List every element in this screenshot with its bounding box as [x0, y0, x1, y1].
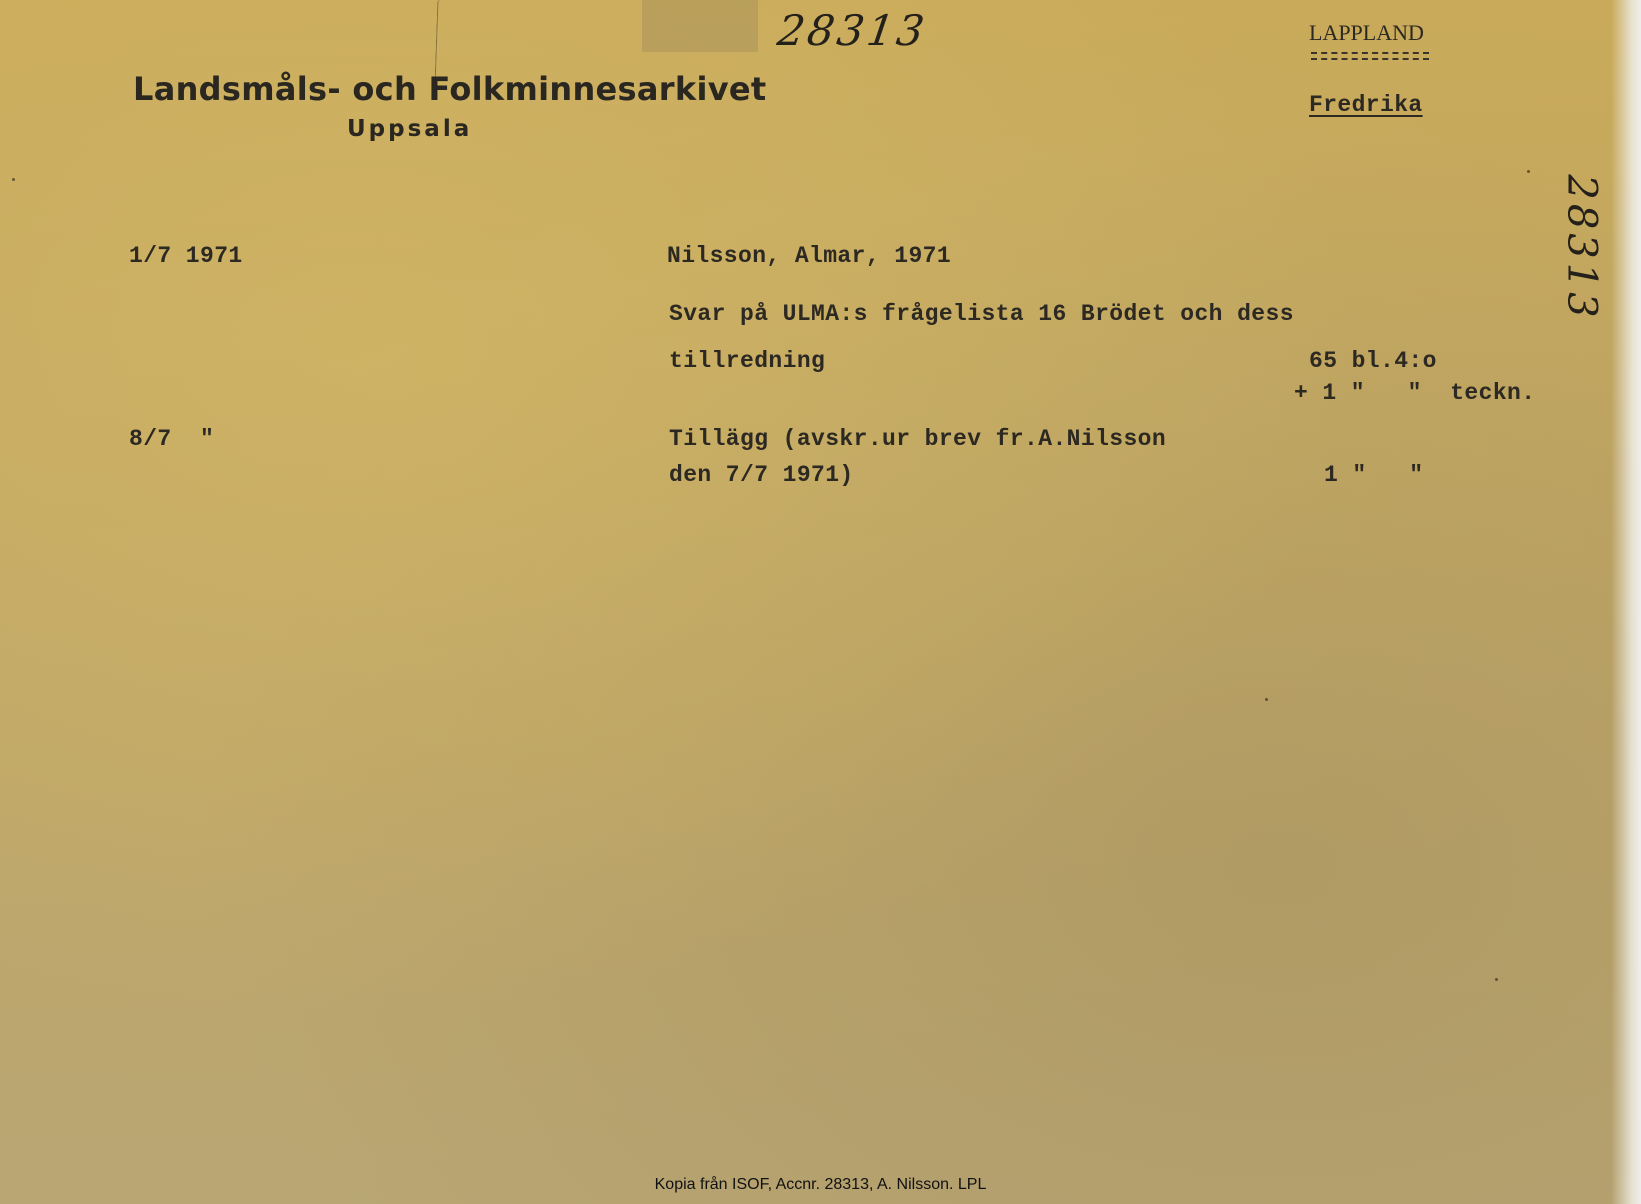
- entry-1-date: 1/7 1971: [129, 243, 243, 269]
- accession-number-handwritten: 28313: [774, 6, 931, 55]
- region-label: LAPPLAND: [1309, 20, 1424, 45]
- entry-2-line-1: Tillägg (avskr.ur brev fr.A.Nilsson: [669, 426, 1167, 452]
- entry-2-line-2: den 7/7 1971): [669, 462, 854, 488]
- archive-city: Uppsala: [347, 116, 473, 142]
- paper-speck: [1527, 170, 1530, 173]
- entry-1-extent-1: 65 bl.4:o: [1309, 348, 1437, 374]
- archive-name: Landsmåls- och Folkminnesarkivet: [133, 70, 767, 108]
- paper-speck: [1495, 978, 1498, 981]
- entry-2-extent-1: 1 " ": [1324, 462, 1424, 488]
- footer-caption: Kopia från ISOF, Accnr. 28313, A. Nilsson. LPL: [654, 1176, 987, 1193]
- paper-speck: [12, 178, 15, 181]
- entry-1-line-2: Svar på ULMA:s frågelista 16 Brödet och dess: [669, 301, 1294, 327]
- scan-smudge: [642, 0, 758, 52]
- region-double-rule: [1311, 52, 1429, 60]
- parish-label: Fredrika: [1309, 92, 1423, 118]
- entry-1-extent-2: + 1 " " teckn.: [1294, 380, 1536, 406]
- entry-1-line-3: tillredning: [669, 348, 826, 374]
- entry-1-line-1: Nilsson, Almar, 1971: [667, 243, 952, 269]
- card-edge: [1611, 0, 1641, 1204]
- paper-speck: [1265, 698, 1268, 701]
- entry-2-date: 8/7 ": [129, 426, 215, 452]
- accession-number-side: 28313: [1558, 174, 1605, 322]
